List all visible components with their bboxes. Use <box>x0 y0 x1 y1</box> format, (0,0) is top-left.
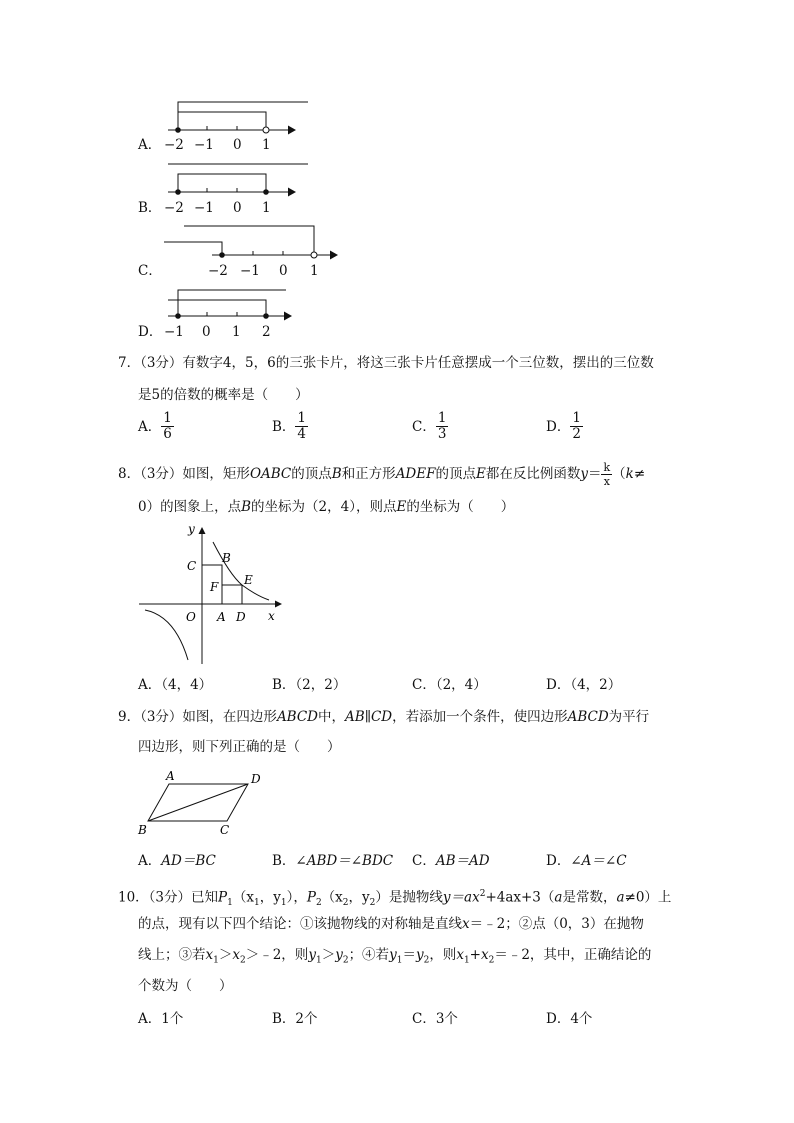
q9-a-text: AD＝BC <box>161 853 216 869</box>
q8-fig-y: y <box>188 522 195 536</box>
q8-oabc: OABC <box>249 466 292 482</box>
q9-text-1: 9．（3分）如图，在四边形 <box>118 709 277 725</box>
q8-b-text: （2，2） <box>295 677 347 693</box>
q8-d-label: D． <box>546 677 571 693</box>
q10-rest3: ≠0）上 <box>624 889 672 906</box>
q8-d-text: （4，2） <box>570 677 622 693</box>
q7-option-b-label: B． <box>272 419 296 435</box>
q9-text-4: 为平行 <box>608 709 650 725</box>
q10-c2s: 2 <box>342 898 349 909</box>
q10-x2b: x <box>480 947 489 963</box>
q9-c-label: C． <box>412 853 436 869</box>
q10-stem-line-2 <box>138 916 644 932</box>
q8-k2: k <box>625 466 634 482</box>
q10-y1s: 1 <box>315 955 322 966</box>
q10-plus: + <box>469 947 481 963</box>
q9-cd: CD <box>370 709 393 725</box>
q8-a-label: A． <box>138 677 162 693</box>
q8-adef: ADEF <box>395 466 436 482</box>
q10-gt2: ＞ <box>321 947 336 963</box>
q10-p2: P <box>306 889 316 906</box>
q8-x: x <box>603 475 610 488</box>
q10-p1-sub: 1 <box>227 898 233 909</box>
q6-d-tick-4: 2 <box>262 324 271 340</box>
q8-neq: ≠ <box>633 466 646 482</box>
q7-stem-line-2: 是5的倍数的概率是（ ） <box>138 387 309 403</box>
q10-t3e: ＝﹣2，其中，正确结论的 <box>494 947 652 963</box>
q7-stem-line-1: 7．（3分）有数字4，5，6的三张卡片，将这三张卡片任意摆成一个三位数，摆出的三位数 <box>118 355 654 371</box>
q10-p1: P <box>218 889 228 906</box>
q6-option-c-label[interactable]: C． <box>138 263 162 279</box>
q10-a3: a <box>616 889 625 906</box>
q6-c-tick-3: 0 <box>279 263 288 279</box>
q6-b-tick-4: 1 <box>262 200 271 216</box>
q9-a-label: A． <box>138 853 162 869</box>
q10-x1bs: 1 <box>463 955 470 966</box>
q10-stem-line-1 <box>118 886 671 911</box>
q8-stem-line-1 <box>118 461 645 488</box>
q9-stem-line-2: 四边形，则下列正确的是（ ） <box>138 739 341 755</box>
q10-gt: ＞ <box>218 947 233 963</box>
q8-c-label: C． <box>412 677 436 693</box>
q9-stem-line-1 <box>118 709 649 725</box>
q10-d-text: 4个 <box>570 1011 593 1027</box>
q10-p2-sub: 2 <box>315 898 322 909</box>
q9-b-label: B． <box>272 853 296 869</box>
q9-fig-b: B <box>138 823 147 837</box>
q6-a-tick-2: −1 <box>194 137 214 153</box>
q10-x: x <box>462 916 470 932</box>
q8-fig-c: C <box>187 559 197 573</box>
q7-d-den: 2 <box>572 426 581 442</box>
q8-option-d[interactable] <box>546 677 621 693</box>
q10-t3a: 线上；③若 <box>138 947 206 963</box>
q10-option-d[interactable] <box>546 1011 592 1027</box>
q7-option-d[interactable] <box>546 411 583 442</box>
q8-fig-o: O <box>186 610 196 624</box>
q8-text-1: 8．（3分）如图，矩形 <box>118 466 250 482</box>
q8-option-b[interactable] <box>272 677 346 693</box>
q6-d-tick-1: −1 <box>164 324 184 340</box>
q10-y1bs: 1 <box>396 955 403 966</box>
q10-c1: （x <box>232 889 254 906</box>
q8-fig-e: E <box>244 573 253 587</box>
q8-fig-x: x <box>268 609 275 623</box>
q8-text-7: 的坐标为（2，4），则点 <box>251 499 397 515</box>
q10-c-text: 3个 <box>435 1011 458 1027</box>
q10-eq: ＝ <box>402 947 416 963</box>
q10-b-text: 2个 <box>295 1011 318 1027</box>
q10-c2e: ）是抛物线 <box>375 889 443 906</box>
q7-option-c[interactable] <box>412 411 448 442</box>
q10-c2: （x <box>321 889 343 906</box>
q10-y2: y <box>335 947 343 963</box>
q8-paren: （ <box>612 466 626 482</box>
q10-t3d: ，则 <box>429 947 457 963</box>
q10-a-label: A． <box>138 1011 162 1027</box>
q10-stem-line-4: 个数为（ ） <box>138 978 233 994</box>
q10-x2s: 2 <box>239 955 246 966</box>
q10-x2bs: 2 <box>488 955 495 966</box>
q6-c-tick-4: 1 <box>310 263 319 279</box>
q6-c-tick-1: −2 <box>208 263 228 279</box>
q9-figure <box>136 764 276 840</box>
q9-d-label: D． <box>546 853 571 869</box>
q8-c-text: （2，4） <box>435 677 487 693</box>
q7-option-a-fraction <box>161 411 174 442</box>
q6-b-tick-1: −2 <box>164 200 184 216</box>
q8-fig-b: B <box>222 551 231 565</box>
q10-rest: +4ax+3（ <box>485 889 555 906</box>
q7-option-d-label: D． <box>546 419 571 435</box>
q6-b-tick-2: −1 <box>194 200 214 216</box>
q10-option-b[interactable] <box>272 1011 318 1027</box>
q7-option-b[interactable] <box>272 411 308 442</box>
q9-b-text: ∠ABD＝∠BDC <box>295 853 394 869</box>
q6-option-b-label[interactable]: B． <box>138 200 162 216</box>
q10-a-text: 1个 <box>161 1011 184 1027</box>
q9-fig-a: A <box>166 769 175 783</box>
q10-x1s: 1 <box>213 955 219 966</box>
q6-option-d-label[interactable]: D． <box>138 324 163 340</box>
q8-e2: E <box>396 499 407 515</box>
q8-option-a[interactable] <box>138 677 212 693</box>
q10-rest2: 是常数， <box>562 889 617 906</box>
q6-c-tick-2: −1 <box>240 263 260 279</box>
q8-k: k <box>603 461 611 474</box>
q7-b-den: 4 <box>297 426 307 442</box>
q8-b2: B <box>241 499 252 515</box>
q10-option-c[interactable] <box>412 1011 458 1027</box>
q10-option-a[interactable] <box>138 1011 183 1027</box>
q9-option-c[interactable] <box>412 853 490 869</box>
q9-text-3: ，若添加一个条件，使四边形 <box>392 709 568 725</box>
q10-c1bs: 1 <box>280 898 287 909</box>
q10-t3b: ＞﹣2，则 <box>245 947 309 963</box>
q7-a-num: 1 <box>163 410 172 426</box>
q6-a-tick-1: −2 <box>164 137 184 153</box>
q6-option-a-label[interactable]: A． <box>138 137 162 153</box>
q8-y: y <box>580 466 588 482</box>
q7-option-a-label: A． <box>138 419 162 435</box>
q9-abcd: ABCD <box>276 709 319 725</box>
q10-y2bs: 2 <box>423 955 430 966</box>
q10-c2bs: 2 <box>369 898 376 909</box>
q7-c-den: 3 <box>437 426 447 442</box>
q9-option-d[interactable] <box>546 853 627 869</box>
q9-c-text: AB＝AD <box>435 853 490 869</box>
q8-fig-d: D <box>236 610 246 624</box>
q8-fig-f: F <box>210 580 219 594</box>
q10-x2: x <box>232 947 240 963</box>
q8-text-4: 的顶点 <box>435 466 476 482</box>
q9-d-text: ∠A＝∠C <box>570 853 627 869</box>
q7-b-num: 1 <box>297 410 307 426</box>
q8-stem-line-2 <box>138 499 514 515</box>
q8-b-label: B． <box>272 677 296 693</box>
q8-b: B <box>331 466 342 482</box>
q7-option-d-fraction <box>570 411 583 442</box>
q9-fig-c: C <box>220 823 230 837</box>
q6-d-tick-2: 0 <box>202 324 211 340</box>
q10-c1e: ）， <box>286 889 307 906</box>
q10-y2s: 2 <box>342 955 349 966</box>
q8-option-c[interactable] <box>412 677 487 693</box>
q8-text-6: 0）的图象上，点 <box>138 499 242 515</box>
q9-text-2: 中， <box>318 709 346 725</box>
q10-c1s: 1 <box>253 898 260 909</box>
q10-y: y＝ax <box>442 889 480 906</box>
q10-t1: 10．（3分）已知 <box>118 889 219 906</box>
q8-text-8: 的坐标为（ ） <box>406 499 515 515</box>
q9-abcd2: ABCD <box>567 709 609 725</box>
q9-option-b[interactable] <box>272 853 393 869</box>
q10-b-label: B． <box>272 1011 296 1027</box>
q8-a-text: （4，4） <box>161 677 213 693</box>
q10-sq: 2 <box>479 889 486 899</box>
q8-figure <box>135 520 285 670</box>
q10-stem-line-3 <box>138 947 651 969</box>
q10-t3c: ；④若 <box>348 947 390 963</box>
q7-option-c-label: C． <box>412 419 436 435</box>
q10-d-label: D． <box>546 1011 571 1027</box>
q10-a2: a <box>554 889 563 906</box>
q9-ab: AB <box>345 709 365 725</box>
q7-a-den: 6 <box>163 426 172 442</box>
q9-fig-d: D <box>251 772 261 786</box>
q10-x1: x <box>205 947 214 963</box>
q7-option-b-fraction <box>295 411 308 442</box>
q9-option-a[interactable] <box>138 853 216 869</box>
q10-y2b: y <box>415 947 424 963</box>
q10-t2b: ＝﹣2；②点（0，3）在抛物 <box>469 916 644 932</box>
q8-fig-a: A <box>217 610 226 624</box>
q10-c2b: ，y <box>348 889 370 906</box>
q9-parallel: ∥ <box>364 709 371 725</box>
q8-k-over-x <box>601 461 612 488</box>
q6-b-tick-3: 0 <box>233 200 242 216</box>
q10-t2: 的点，现有以下四个结论：①该抛物线的对称轴是直线 <box>138 916 462 932</box>
q10-c-label: C． <box>412 1011 436 1027</box>
q8-eq: ＝ <box>587 466 602 482</box>
q7-option-a[interactable] <box>138 411 174 442</box>
q7-option-c-fraction <box>436 411 449 442</box>
q6-a-tick-3: 0 <box>233 137 242 153</box>
q8-text-5: 都在反比例函数 <box>485 466 581 482</box>
q8-e: E <box>475 466 486 482</box>
q6-a-tick-4: 1 <box>262 137 271 153</box>
q10-x1b: x <box>456 947 464 963</box>
q10-y1b: y <box>389 947 397 963</box>
q8-text-3: 和正方形 <box>341 466 396 482</box>
q10-y1: y <box>308 947 316 963</box>
q10-c1b: ，y <box>259 889 281 906</box>
q7-c-num: 1 <box>437 410 447 426</box>
q8-text-2: 的顶点 <box>291 466 332 482</box>
q6-d-tick-3: 1 <box>232 324 241 340</box>
q7-d-num: 1 <box>572 410 581 426</box>
